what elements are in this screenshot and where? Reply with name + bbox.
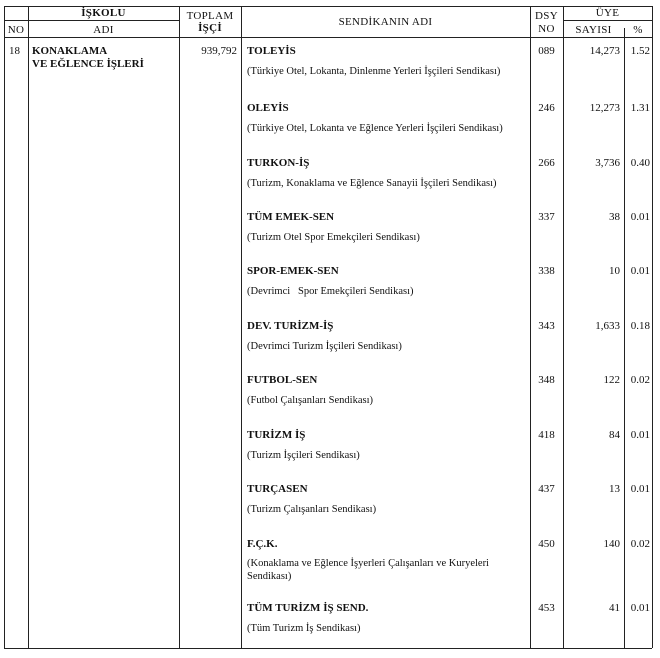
header-dsy: DSY [535,10,558,22]
header-no: NO [7,24,25,36]
union-member-count: 122 [603,374,620,386]
union-name: SPOR-EMEK-SEN [247,265,339,277]
col-border-no [28,6,29,648]
header-bottom-border [4,37,652,38]
union-percent: 0.01 [630,265,650,277]
union-name: DEV. TURİZM-İŞ [247,320,334,332]
header-toplam: TOPLAM [186,10,234,22]
col-border-isyeri [179,6,180,648]
union-full-name: (Turizm Çalışanları Sendikası) [247,504,377,515]
union-name: TÜM EMEK-SEN [247,211,335,223]
union-dsy-no: 089 [538,45,555,57]
union-dsy-no: 453 [538,602,555,614]
union-full-name: (Turizm Otel Spor Emekçileri Sendikası) [247,232,420,243]
union-percent: 0.02 [630,374,650,386]
union-member-count: 140 [603,538,620,550]
sector-name-line1: KONAKLAMA [32,45,108,57]
union-member-count: 38 [609,211,620,223]
union-name: F.Ç.K. [247,538,278,550]
col-border-sayisi [624,28,625,648]
col-border-toplam [241,6,242,648]
union-dsy-no: 337 [538,211,555,223]
union-full-name: (Türkiye Otel, Lokanta, Dinlenme Yerleri İşçileri Sendikası) [247,66,501,77]
union-name: TOLEYİS [247,45,296,57]
union-member-count: 14,273 [589,45,620,57]
col-border-right [652,6,653,648]
header-percent: % [633,24,643,36]
union-full-name: (Turizm İşçileri Sendikası) [247,450,360,461]
union-name: TURKON-İŞ [247,157,310,169]
union-member-count: 1,633 [595,320,620,332]
union-full-name: (Türkiye Otel, Lokanta ve Eğlence Yerleri İşçileri Sendikası) [247,123,503,134]
union-percent: 1.31 [630,102,650,114]
union-percent: 0.01 [630,483,650,495]
header-sayisi: SAYISI [575,24,612,36]
union-percent: 1.52 [630,45,650,57]
union-full-name: (Tüm Turizm İş Sendikası) [247,623,361,634]
union-name: FUTBOL-SEN [247,374,318,386]
union-dsy-no: 348 [538,374,555,386]
union-name: TURÇASEN [247,483,308,495]
header-uye: ÜYE [595,7,620,19]
union-percent: 0.02 [630,538,650,550]
union-dsy-no: 338 [538,265,555,277]
union-percent: 0.01 [630,602,650,614]
union-name: OLEYİS [247,102,289,114]
union-percent: 0.01 [630,211,650,223]
sector-no: 18 [9,45,20,57]
union-member-count: 10 [609,265,620,277]
union-member-count: 84 [609,429,620,441]
union-name: TÜM TURİZM İŞ SEND. [247,602,369,614]
union-full-name: (Konaklama ve Eğlence İşyerleri Çalışanları ve Kuryeleri Sendikası) [247,558,489,582]
union-dsy-no: 246 [538,102,555,114]
sector-name-line2: VE EĞLENCE İŞLERİ [32,58,144,70]
table-bottom-border [4,648,652,649]
header-iskolu: İŞKOLU [81,7,126,19]
union-member-count: 3,736 [595,157,620,169]
union-percent: 0.18 [630,320,650,332]
header-adi: ADI [93,24,114,36]
union-percent: 0.40 [630,157,650,169]
union-full-name: (Devrimci Turizm İşçileri Sendikası) [247,341,402,352]
union-full-name: (Devrimci Spor Emekçileri Sendikası) [247,286,414,297]
union-member-count: 41 [609,602,620,614]
union-percent: 0.01 [630,429,650,441]
union-dsy-no: 418 [538,429,555,441]
union-name: TURİZM İŞ [247,429,306,441]
header-split-uye [563,20,652,21]
union-member-count: 12,273 [589,102,620,114]
col-border-left [4,6,5,648]
union-full-name: (Futbol Çalışanları Sendikası) [247,395,373,406]
union-dsy-no: 437 [538,483,555,495]
header-sendika-adi: SENDİKANIN ADI [338,16,433,28]
sector-total-workers: 939,792 [201,45,237,57]
union-dsy-no: 266 [538,157,555,169]
union-dsy-no: 343 [538,320,555,332]
header-split-isyeri [4,20,179,21]
union-statistics-table [4,6,654,654]
union-dsy-no: 450 [538,538,555,550]
header-dsy-no: NO [538,23,555,35]
union-full-name: (Turizm, Konaklama ve Eğlence Sanayii İşçileri Sendikası) [247,178,497,189]
header-isci: İŞÇİ [198,22,222,34]
union-member-count: 13 [609,483,620,495]
